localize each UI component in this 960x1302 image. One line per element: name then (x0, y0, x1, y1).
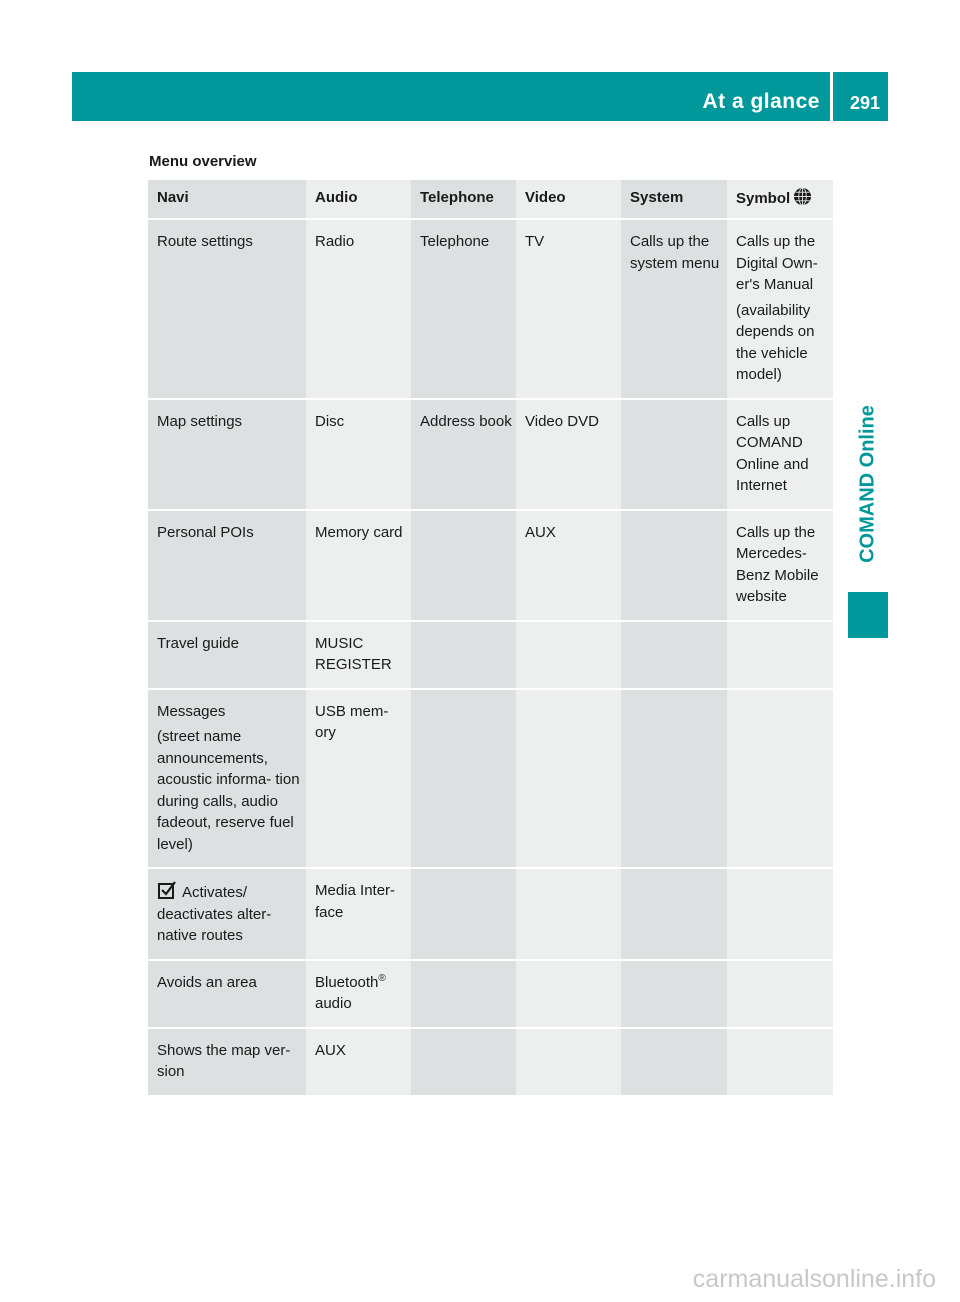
cell (621, 510, 727, 621)
cell: Shows the map ver- sion (148, 1028, 306, 1096)
cell (621, 868, 727, 960)
menu-overview-table (148, 180, 833, 1097)
side-tab-label: COMAND Online (856, 405, 879, 563)
cell (621, 621, 727, 689)
cell: Memory card (306, 510, 411, 621)
cell (727, 868, 833, 960)
table-row (148, 510, 833, 621)
cell: USB mem- ory (306, 689, 411, 869)
table-row (148, 868, 833, 960)
cell: Media Inter- face (306, 868, 411, 960)
cell: Personal POIs (148, 510, 306, 621)
watermark: carmanualsonline.info (692, 1265, 936, 1293)
cell (621, 960, 727, 1028)
cell: Radio (306, 219, 411, 399)
cell: Route settings (148, 219, 306, 399)
cell (727, 689, 833, 869)
cell (411, 689, 516, 869)
cell (411, 960, 516, 1028)
cell (148, 868, 306, 960)
table-row (148, 219, 833, 399)
cell: Avoids an area (148, 960, 306, 1028)
cell: Map settings (148, 399, 306, 510)
table-header-row (148, 180, 833, 219)
column-header-symbol-label: Symbol (736, 190, 791, 207)
cell (148, 689, 306, 869)
checkbox-icon (157, 880, 177, 900)
cell: Disc (306, 399, 411, 510)
cell (727, 219, 833, 399)
table-row (148, 621, 833, 689)
table-row (148, 399, 833, 510)
cell-text-line2: audio (315, 995, 352, 1012)
column-header-system: System (621, 180, 727, 219)
cell (516, 1028, 621, 1096)
cell (306, 960, 411, 1028)
table-row (148, 960, 833, 1028)
page-number: 291 (849, 93, 880, 113)
cell-text: Calls up the Digital Own- er's Manual (736, 233, 818, 293)
cell: Telephone (411, 219, 516, 399)
cell (411, 1028, 516, 1096)
cell: Calls up COMAND Online and Internet (727, 399, 833, 510)
cell: Video DVD (516, 399, 621, 510)
cell (621, 399, 727, 510)
cell: AUX (516, 510, 621, 621)
cell (516, 868, 621, 960)
column-header-audio: Audio (306, 180, 411, 219)
cell (516, 960, 621, 1028)
cell: TV (516, 219, 621, 399)
cell: Calls up the system menu (621, 219, 727, 399)
cell-text: Bluetooth (315, 973, 379, 991)
cell-text: Activates/ deactivates alter- native routes (157, 884, 272, 944)
column-header-symbol (727, 180, 833, 219)
cell (411, 621, 516, 689)
column-header-navi: Navi (148, 180, 306, 219)
cell (727, 621, 833, 689)
cell-note: (street name announcements, acoustic informa- tion during calls, audio fadeout, reserve fuel level) (157, 728, 300, 853)
cell (516, 621, 621, 689)
section-title-header: At a glance (702, 90, 820, 113)
cell (621, 689, 727, 869)
table-row (148, 689, 833, 869)
side-tab-marker (848, 592, 888, 638)
globe-icon (793, 187, 812, 206)
registered-mark: ® (378, 972, 386, 984)
column-header-telephone: Telephone (411, 180, 516, 219)
cell: Calls up the Mercedes- Benz Mobile website (727, 510, 833, 621)
page-title: Menu overview (149, 153, 257, 170)
cell (516, 689, 621, 869)
side-tab (848, 380, 888, 588)
column-header-video: Video (516, 180, 621, 219)
cell (411, 510, 516, 621)
cell (727, 960, 833, 1028)
cell: AUX (306, 1028, 411, 1096)
cell: Travel guide (148, 621, 306, 689)
header-divider (830, 72, 833, 121)
cell-text: Messages (157, 702, 226, 720)
header-bar (72, 72, 888, 121)
cell: MUSIC REGISTER (306, 621, 411, 689)
cell-note: (availability depends on the vehicle model) (736, 301, 815, 383)
table-row (148, 1028, 833, 1096)
cell (411, 868, 516, 960)
cell: Address book (411, 399, 516, 510)
cell (621, 1028, 727, 1096)
cell (727, 1028, 833, 1096)
